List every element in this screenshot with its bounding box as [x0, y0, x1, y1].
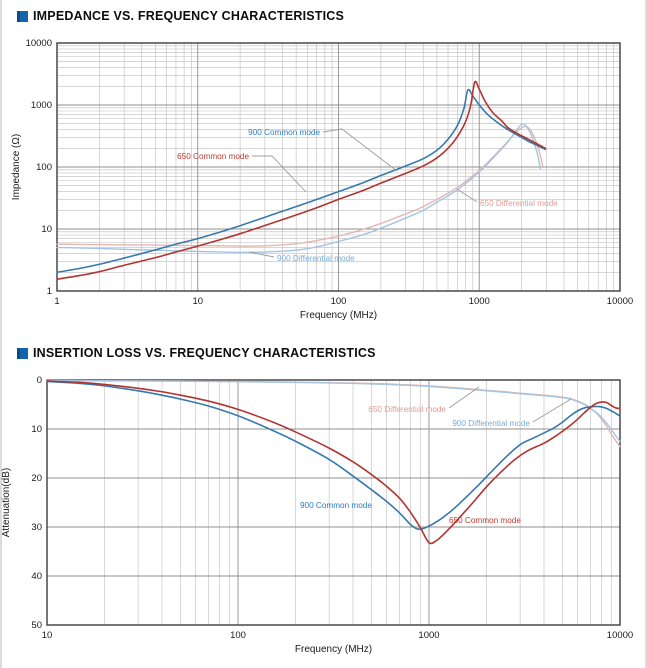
x-tick-label: 100 [230, 630, 246, 641]
leader-line [252, 156, 306, 192]
section-title-text: IMPEDANCE VS. FREQUENCY CHARACTERISTICS [33, 9, 345, 23]
curve-label-900-differential-mode: 900 Differential mode [452, 419, 530, 428]
y-tick-label: 30 [31, 522, 42, 534]
curve-label-650-common-mode: 650 Common mode [177, 152, 249, 161]
curve-label-900-common-mode: 900 Common mode [248, 128, 320, 137]
x-tick-label: 1000 [418, 630, 440, 641]
insertion-loss-chart-canvas [0, 335, 647, 668]
leader-line [323, 129, 397, 171]
x-axis-label: Frequency (MHz) [299, 310, 378, 321]
x-tick-label: 100 [330, 296, 347, 307]
x-tick-label: 10000 [606, 296, 634, 307]
curve-label-650-differential-mode: 650 Differential mode [368, 405, 446, 414]
section-title-text: INSERTION LOSS VS. FREQUENCY CHARACTERISTICS [33, 346, 376, 360]
leader-line [533, 399, 571, 422]
y-tick-label: 20 [31, 473, 42, 485]
x-tick-label: 10 [192, 296, 204, 307]
x-axis-label: Frequency (MHz) [294, 644, 373, 655]
curve-label-900-common-mode: 900 Common mode [300, 501, 372, 510]
x-tick-label: 10 [41, 630, 53, 641]
y-tick-label: 10 [41, 224, 52, 236]
leader-line [449, 387, 479, 408]
y-tick-label: 10 [31, 424, 42, 436]
y-tick-label: 1000 [30, 100, 52, 112]
y-tick-label: 40 [31, 571, 42, 583]
curve-label-650-common-mode: 650 Common mode [449, 516, 521, 525]
series-900-differential-mode [57, 124, 540, 252]
y-tick-label: 50 [31, 620, 42, 632]
y-tick-label: 1 [46, 286, 52, 298]
leader-line [457, 189, 477, 202]
y-axis-label: Attenuation(dB) [1, 467, 12, 538]
series-group [47, 380, 620, 543]
curve-label-650-differential-mode: 650 Differential mode [480, 199, 558, 208]
x-tick-label: 1 [54, 296, 60, 307]
y-axis-label: Impedance (Ω) [11, 133, 22, 201]
curve-label-900-differential-mode: 900 Differential mode [277, 254, 355, 263]
y-tick-label: 100 [36, 162, 52, 174]
x-tick-label: 1000 [468, 296, 490, 307]
series-650-differential-mode [57, 126, 543, 246]
y-tick-label: 10000 [25, 38, 52, 50]
x-tick-label: 10000 [606, 630, 634, 641]
y-tick-label: 0 [36, 375, 42, 387]
